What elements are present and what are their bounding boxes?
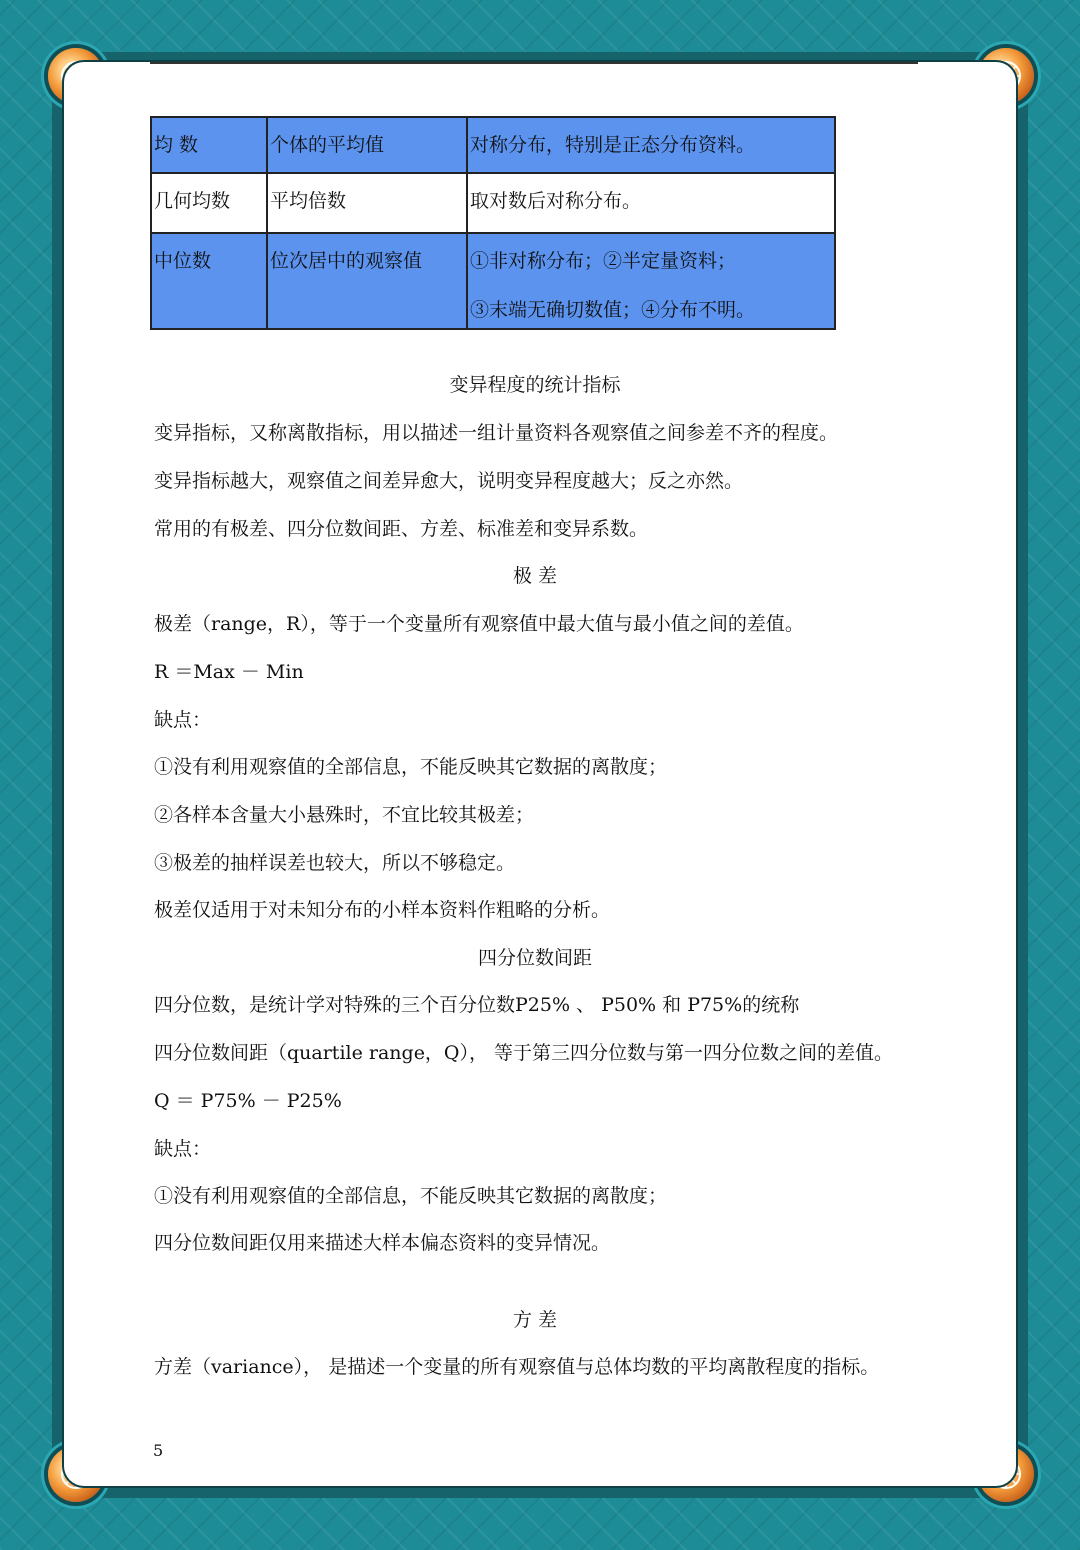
list-item: ①没有利用观察值的全部信息，不能反映其它数据的离散度； (154, 756, 668, 778)
section-heading: 极 差 (512, 565, 558, 587)
section-heading: 变异程度的统计指标 (449, 374, 621, 396)
paragraph: 极差（range，R），等于一个变量所有观察值中最大值与最小值之间的差值。 (154, 613, 804, 635)
paragraph: 变异指标越大，观察值之间差异愈大，说明变异程度越大；反之亦然。 (154, 470, 744, 492)
paragraph: 缺点： (154, 1138, 212, 1160)
list-item: ③极差的抽样误差也较大，所以不够稳定。 (154, 852, 516, 874)
header-rule (150, 62, 918, 64)
table-cell: 位次居中的观察值 (267, 233, 467, 329)
usage-line-2: ③末端无确切数值；④分布不明。 (470, 299, 756, 321)
usage-line-1: ①非对称分布；②半定量资料； (470, 250, 737, 272)
paragraph: 常用的有极差、四分位数间距、方差、标准差和变异系数。 (154, 518, 649, 540)
list-item: ②各样本含量大小悬殊时，不宜比较其极差； (154, 804, 535, 826)
section-heading: 方 差 (512, 1309, 558, 1331)
paragraph: 缺点： (154, 709, 212, 731)
table-row (151, 173, 835, 233)
table-cell: 对称分布，特别是正态分布资料。 (467, 117, 835, 173)
table-row (151, 117, 835, 173)
page-number: 5 (153, 1441, 164, 1460)
table-cell: 取对数后对称分布。 (467, 173, 835, 233)
average-indicators-table (150, 116, 836, 330)
table-cell: 个体的平均值 (267, 117, 467, 173)
table-row (151, 233, 835, 329)
table-cell: 平均倍数 (267, 173, 467, 233)
paragraph: 变异指标，又称离散指标，用以描述一组计量资料各观察值之间参差不齐的程度。 (154, 422, 839, 444)
formula: Q ＝ P75% － P25% (154, 1090, 342, 1112)
paragraph: 四分位数，是统计学对特殊的三个百分位数P25% 、 P50% 和 P75%的统称 (154, 994, 800, 1016)
list-item: ①没有利用观察值的全部信息，不能反映其它数据的离散度； (154, 1185, 668, 1207)
formula: R ＝Max － Min (154, 661, 304, 683)
paragraph: 四分位数间距（quartile range，Q）， 等于第三四分位数与第一四分位数之间的差值。 (154, 1042, 894, 1064)
table-cell: 均 数 (151, 117, 267, 173)
paragraph: 方差（variance）， 是描述一个变量的所有观察值与总体均数的平均离散程度的指标。 (154, 1356, 880, 1378)
paragraph: 四分位数间距仅用来描述大样本偏态资料的变异情况。 (154, 1232, 611, 1254)
table-cell: 中位数 (151, 233, 267, 329)
section-heading: 四分位数间距 (477, 947, 592, 969)
paragraph: 极差仅适用于对未知分布的小样本资料作粗略的分析。 (154, 899, 611, 921)
table-cell (467, 233, 835, 329)
table-cell: 几何均数 (151, 173, 267, 233)
